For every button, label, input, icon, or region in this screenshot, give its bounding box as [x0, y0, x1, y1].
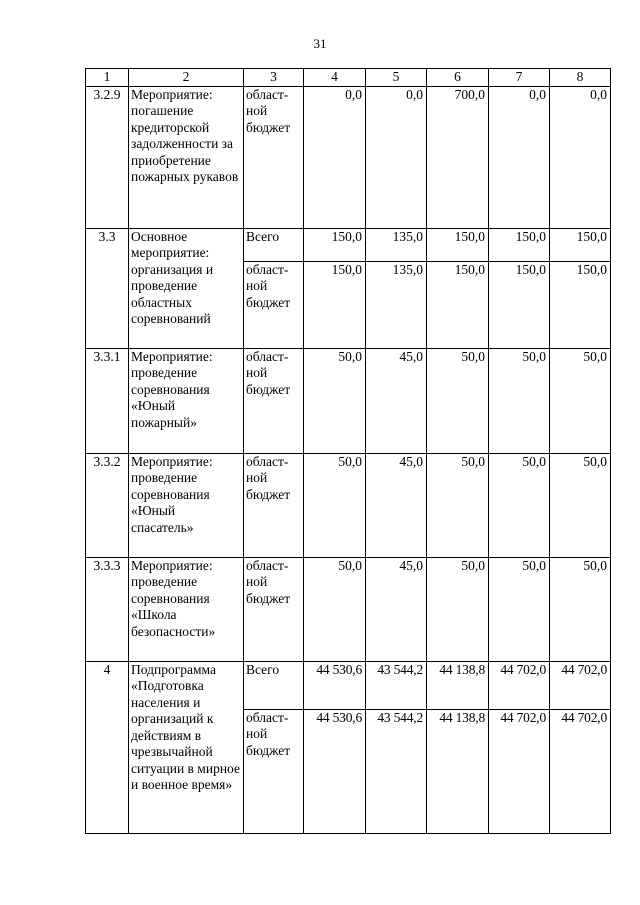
value-cell: 0,0: [550, 86, 611, 228]
value-cell: 50,0: [427, 453, 489, 557]
header-cell: 7: [489, 69, 550, 87]
value-cell: 44 702,0: [550, 709, 611, 833]
table-row: [86, 348, 611, 453]
header-cell: 8: [550, 69, 611, 87]
value-cell: 44 530,6: [304, 709, 366, 833]
funding-source: област-ной бюджет: [244, 709, 304, 833]
value-cell: 0,0: [489, 86, 550, 228]
value-cell: 44 138,8: [427, 661, 489, 709]
value-cell: 50,0: [304, 453, 366, 557]
value-cell: 150,0: [427, 228, 489, 261]
value-cell: 43 544,2: [366, 709, 427, 833]
funding-source: област-ной бюджет: [244, 557, 304, 661]
row-name: Подпрограмма «Подготовка населения и организаций к действиям в чрезвычайной ситуации в мирное и военное время»: [129, 661, 244, 833]
value-cell: 150,0: [550, 261, 611, 348]
value-cell: 135,0: [366, 261, 427, 348]
value-cell: 150,0: [489, 261, 550, 348]
value-cell: 44 702,0: [489, 709, 550, 833]
row-number: 3.3: [86, 228, 129, 348]
row-number: 3.3.1: [86, 348, 129, 453]
budget-table: [85, 68, 611, 834]
value-cell: 50,0: [427, 557, 489, 661]
value-cell: 50,0: [550, 453, 611, 557]
value-cell: 0,0: [366, 86, 427, 228]
page-number: 31: [313, 36, 327, 51]
row-name: Основное мероприятие: организация и проведение областных соревнований: [129, 228, 244, 348]
row-number: 4: [86, 661, 129, 833]
value-cell: 0,0: [304, 86, 366, 228]
value-cell: 150,0: [304, 261, 366, 348]
value-cell: 135,0: [366, 228, 427, 261]
value-cell: 50,0: [427, 348, 489, 453]
value-cell: 43 544,2: [366, 661, 427, 709]
header-cell: 3: [244, 69, 304, 87]
value-cell: 44 530,6: [304, 661, 366, 709]
row-number: 3.2.9: [86, 86, 129, 228]
value-cell: 50,0: [550, 348, 611, 453]
value-cell: 150,0: [550, 228, 611, 261]
header-row: [86, 69, 611, 87]
value-cell: 150,0: [304, 228, 366, 261]
header-cell: 6: [427, 69, 489, 87]
funding-source: Всего: [244, 661, 304, 709]
header-cell: 5: [366, 69, 427, 87]
value-cell: 150,0: [489, 228, 550, 261]
row-name: Мероприятие: проведение соревнования «Юный спасатель»: [129, 453, 244, 557]
value-cell: 150,0: [427, 261, 489, 348]
table-row: [86, 228, 611, 261]
row-number: 3.3.2: [86, 453, 129, 557]
funding-source: Всего: [244, 228, 304, 261]
value-cell: 44 702,0: [550, 661, 611, 709]
value-cell: 45,0: [366, 453, 427, 557]
funding-source: област-ной бюджет: [244, 453, 304, 557]
row-number: 3.3.3: [86, 557, 129, 661]
value-cell: 50,0: [550, 557, 611, 661]
funding-source: област-ной бюджет: [244, 261, 304, 348]
header-cell: 4: [304, 69, 366, 87]
value-cell: 50,0: [489, 453, 550, 557]
header-cell: 1: [86, 69, 129, 87]
table-row: [86, 661, 611, 709]
table-row: [86, 453, 611, 557]
value-cell: 50,0: [489, 348, 550, 453]
value-cell: 44 702,0: [489, 661, 550, 709]
table-row: [86, 557, 611, 661]
row-name: Мероприятие: проведение соревнования «Юный пожарный»: [129, 348, 244, 453]
value-cell: 44 138,8: [427, 709, 489, 833]
funding-source: област-ной бюджет: [244, 86, 304, 228]
value-cell: 50,0: [489, 557, 550, 661]
table-row: [86, 86, 611, 228]
value-cell: 45,0: [366, 348, 427, 453]
row-name: Мероприятие: погашение кредиторской задолженности за приобретение пожарных рукавов: [129, 86, 244, 228]
value-cell: 45,0: [366, 557, 427, 661]
funding-source: област-ной бюджет: [244, 348, 304, 453]
row-name: Мероприятие: проведение соревнования «Школа безопасности»: [129, 557, 244, 661]
value-cell: 700,0: [427, 86, 489, 228]
header-cell: 2: [129, 69, 244, 87]
value-cell: 50,0: [304, 348, 366, 453]
value-cell: 50,0: [304, 557, 366, 661]
